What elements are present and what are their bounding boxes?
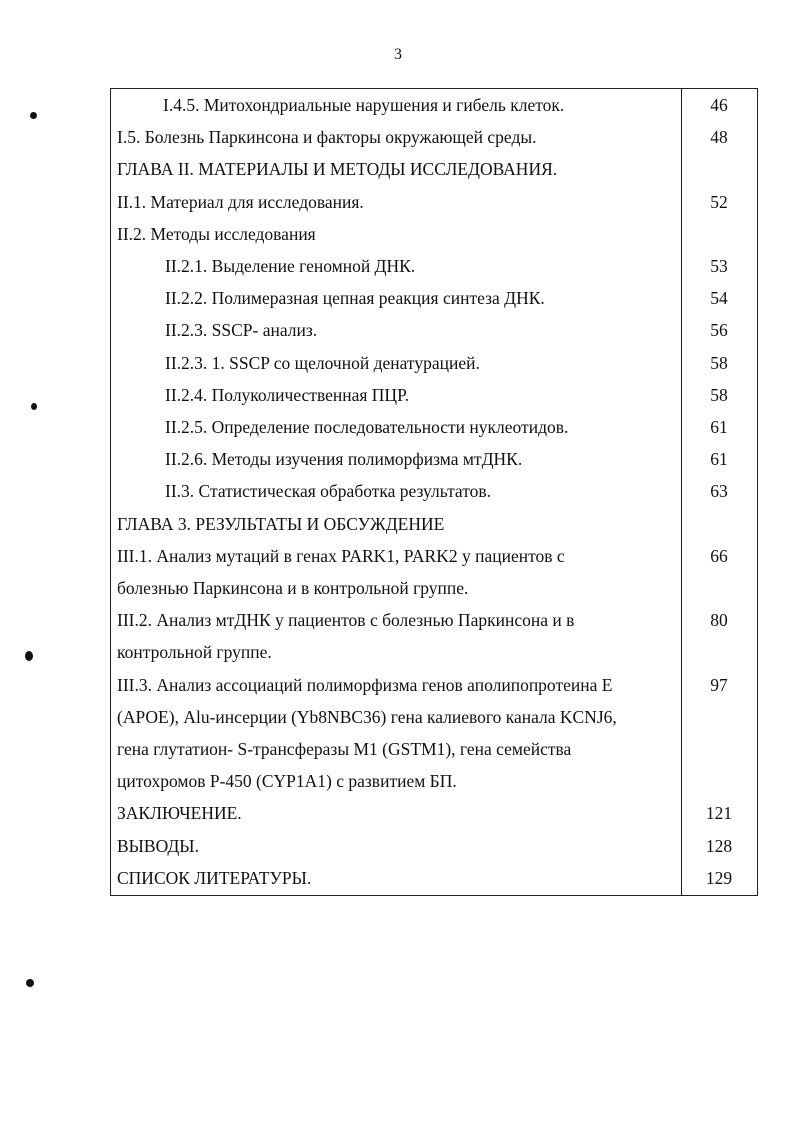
toc-entry-text: II.2.2. Полимеразная цепная реакция синтеза ДНК. <box>165 288 545 309</box>
toc-row <box>111 121 759 153</box>
toc-entry-text: ВЫВОДЫ. <box>117 835 199 856</box>
toc-row <box>111 89 759 121</box>
toc-entry-text: II.2.6. Методы изучения полиморфизма мтДНК. <box>165 449 523 470</box>
toc-entry-page: 66 <box>710 545 728 566</box>
toc-row <box>111 701 759 733</box>
toc-entry-page: 52 <box>710 191 728 212</box>
toc-entry-page: 58 <box>710 384 728 405</box>
toc-entry-text: контрольной группе. <box>117 642 272 663</box>
scan-speck <box>25 651 33 661</box>
toc-entry-text: II.2.1. Выделение геномной ДНК. <box>165 256 416 276</box>
toc-entry-text: ЗАКЛЮЧЕНИЕ. <box>117 803 242 824</box>
scan-speck <box>30 112 37 119</box>
scan-speck <box>31 403 37 410</box>
toc-entry-page: 97 <box>710 674 728 695</box>
toc-entry-page: 128 <box>705 835 733 856</box>
toc-entry-text: II.3. Статистическая обработка результатов. <box>165 481 492 502</box>
toc-entry-page: 61 <box>710 417 728 437</box>
toc-row <box>111 314 759 346</box>
toc-entry-page: 61 <box>710 449 728 470</box>
toc-row <box>111 475 759 507</box>
toc-chapter-heading: ГЛАВА 3. РЕЗУЛЬТАТЫ И ОБСУЖДЕНИЕ <box>117 513 445 534</box>
toc-entry-page: 63 <box>710 481 728 502</box>
toc-row <box>111 862 759 894</box>
toc-entry-text: III.1. Анализ мутаций в генах PARK1, PARK2 у пациентов с <box>117 545 565 566</box>
toc-entry-text: II.2. Методы исследования <box>117 223 316 244</box>
toc-entry-text: II.2.4. Полуколичественная ПЦР. <box>165 384 409 405</box>
toc-entry-text: цитохромов Р-450 (CYP1A1) с развитием БП. <box>117 771 457 792</box>
toc-entry-page: 129 <box>705 867 733 888</box>
toc-row <box>111 379 759 411</box>
toc-row <box>111 347 759 379</box>
toc-row <box>111 153 759 185</box>
toc-entry-text: I.4.5. Митохондриальные нарушения и гибель клеток. <box>163 95 565 115</box>
toc-row <box>111 797 759 829</box>
scan-speck <box>26 979 34 987</box>
table-of-contents <box>110 88 758 896</box>
toc-row <box>111 669 759 701</box>
toc-entry-page: 46 <box>710 95 728 115</box>
toc-entry-text: СПИСОК ЛИТЕРАТУРЫ. <box>117 867 312 888</box>
toc-entry-page: 80 <box>710 610 728 631</box>
toc-row <box>111 540 759 572</box>
toc-entry-text: II.2.5. Определение последовательности нуклеотидов. <box>165 417 569 437</box>
toc-chapter-heading: ГЛАВА II. МАТЕРИАЛЫ И МЕТОДЫ ИССЛЕДОВАНИЯ. <box>117 159 558 180</box>
toc-row <box>111 282 759 314</box>
toc-row <box>111 186 759 218</box>
toc-entry-text: болезнью Паркинсона и в контрольной группе. <box>117 578 469 598</box>
toc-entry-text: гена глутатион- S-трансферазы M1 (GSTM1), гена семейства <box>117 739 572 759</box>
toc-row <box>111 411 759 443</box>
toc-row <box>111 218 759 250</box>
toc-entry-text: III.3. Анализ ассоциаций полиморфизма генов аполипопротеина Е <box>117 674 613 695</box>
toc-row <box>111 508 759 540</box>
toc-entry-page: 56 <box>710 320 728 341</box>
toc-row <box>111 765 759 797</box>
toc-row <box>111 733 759 765</box>
toc-row <box>111 636 759 668</box>
toc-entry-page: 53 <box>710 256 728 276</box>
toc-entry-text: II.2.3. 1. SSCP со щелочной денатурацией. <box>165 352 480 373</box>
toc-entry-text: (АРОЕ), Alu-инсерции (Yb8NBC36) гена калиевого канала KCNJ6, <box>117 706 617 727</box>
toc-row <box>111 830 759 862</box>
toc-entry-page: 121 <box>705 803 733 824</box>
toc-entry-text: III.2. Анализ мтДНК у пациентов с болезнью Паркинсона и в <box>117 610 575 631</box>
toc-entry-page: 54 <box>710 288 728 309</box>
toc-entry-page: 58 <box>710 352 728 373</box>
toc-entry-text: II.2.3. SSCP- анализ. <box>165 320 318 341</box>
toc-entry-text: I.5. Болезнь Паркинсона и факторы окружающей среды. <box>117 127 537 148</box>
toc-row <box>111 604 759 636</box>
toc-entry-text: II.1. Материал для исследования. <box>117 191 364 212</box>
toc-row <box>111 250 759 282</box>
toc-entry-page: 48 <box>710 127 728 148</box>
toc-row <box>111 572 759 604</box>
toc-row <box>111 443 759 475</box>
page-number: 3 <box>394 46 402 63</box>
